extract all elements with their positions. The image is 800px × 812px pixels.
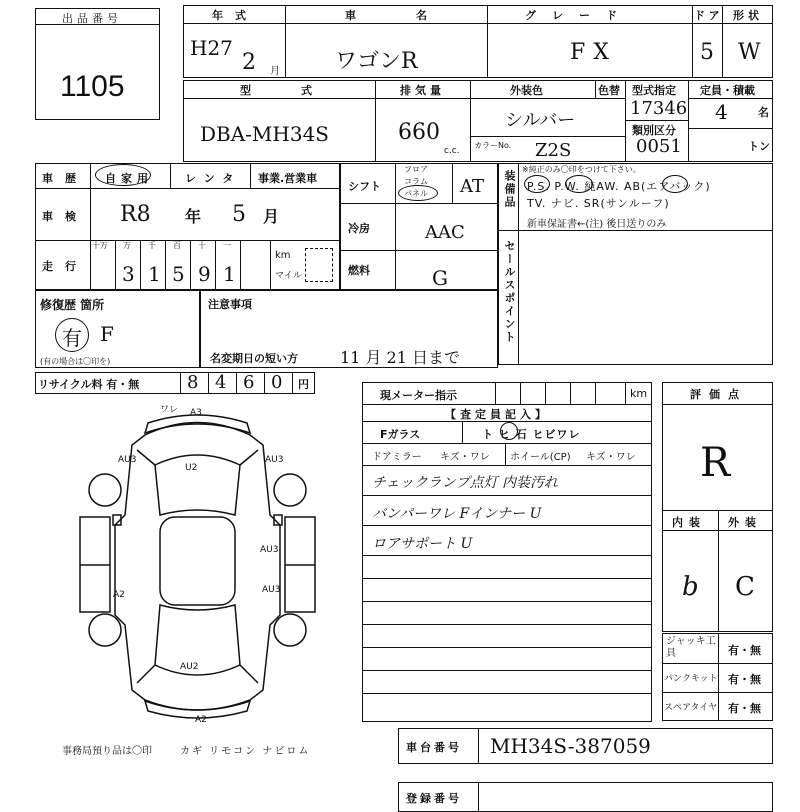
inspector-title: 【査定員記入】 [445, 408, 550, 421]
model-name-value: ワゴンR [335, 49, 418, 74]
mile-unit: マイル [275, 271, 302, 281]
fuel-value: G [432, 266, 448, 290]
repair-detail: F [100, 322, 114, 346]
type-spec-value: 17346 [630, 98, 688, 119]
shift-label: シフト [348, 180, 381, 193]
pw-circle [565, 175, 593, 193]
ab-circle [662, 175, 688, 193]
capacity-value: 4 [715, 100, 728, 124]
load-unit: トン [748, 140, 770, 153]
displacement-value: 660 [398, 120, 440, 145]
shift-panel-circle [398, 185, 438, 201]
inspection-month-unit: 月 [263, 207, 280, 226]
mileage-digit-2: 1 [148, 262, 161, 286]
type-value: DBA-MH34S [200, 122, 330, 146]
mileage-label: 走行 [42, 260, 88, 273]
shift-value: AT [460, 176, 485, 197]
mark-bottom: A2 [195, 715, 207, 725]
ac-label: 冷房 [348, 222, 370, 235]
door-label: ドア [694, 9, 724, 22]
recycle-digit-3: 0 [271, 372, 283, 393]
equipment-label: 装備品 [503, 170, 516, 209]
color-code-label: カラーNo. [474, 141, 512, 150]
color-value: シルバー [505, 110, 576, 131]
mark-right-front: AU3 [265, 455, 284, 465]
equipment-note: ※純正のみ〇印をつけて下さい。 [522, 165, 641, 174]
deadline-label: 名変期日の短い方 [210, 352, 298, 365]
jack-value: 有・無 [728, 644, 761, 657]
meter-unit: km [630, 387, 648, 400]
repair-note: (有の場合は〇印を) [40, 357, 111, 366]
mile-checkbox [305, 248, 333, 282]
inspection-era: R8 [120, 202, 151, 227]
mirror-label: ドアミラー [372, 452, 422, 463]
lot-number: 1105 [60, 70, 125, 103]
displacement-unit: c.c. [444, 146, 460, 156]
equipment-line2: TV. ナビ. SR(サンルーフ) [527, 197, 670, 210]
mileage-header-3: 百 [173, 241, 181, 250]
mileage-digit-3: 5 [172, 262, 185, 286]
meter-label: 現メーター指示 [380, 389, 457, 402]
exterior-value: C [735, 572, 755, 602]
type-spec-label: 型式指定 [632, 84, 676, 97]
recycle-label: リサイクル料 有・無 [38, 378, 140, 391]
body-label: 形状 [733, 9, 763, 22]
mark-roof: U2 [185, 463, 198, 473]
repair-has-circle [55, 318, 89, 352]
mileage-digit-1: 3 [122, 262, 135, 286]
spare-value: 有・無 [728, 702, 761, 715]
mileage-header-0: 十万 [92, 241, 108, 250]
class-label: 類別区分 [632, 124, 676, 137]
repaint-label: 色替 [598, 84, 620, 97]
mark-top2: A3 [190, 408, 202, 418]
capacity-unit: 名 [758, 106, 769, 119]
ps-circle [524, 175, 550, 193]
glass-label: Fガラス [380, 428, 421, 441]
history-rental: レンタ [185, 172, 242, 185]
inspection-month: 5 [232, 202, 246, 227]
equipment-line1: P.S. P.W. 純AW. AB(エアバック) [527, 180, 711, 193]
type-label: 型式 [240, 84, 362, 97]
chassis-label: 車台番号 [406, 741, 462, 754]
repair-label: 修復歴 箇所 [40, 298, 105, 312]
mark-left-front: AU3 [118, 455, 137, 465]
mirror-options: キズ・ワレ [440, 452, 490, 463]
recycle-unit: 円 [298, 378, 309, 391]
office-items: カギ リモコン ナビロム [180, 746, 311, 757]
car-diagram [75, 405, 320, 725]
mark-right-door: AU3 [260, 545, 279, 555]
class-value: 0051 [636, 136, 682, 157]
history-business: 事業.営業車 [258, 172, 318, 185]
grade-label: グレード [525, 9, 633, 22]
mark-rear: AU2 [180, 662, 199, 672]
inspector-note-1: バンパーワレ Fインナー U [372, 506, 542, 522]
registration-label: 登録番号 [406, 792, 462, 805]
interior-label: 内装 [672, 516, 706, 529]
puncture-label: パンクキット [664, 674, 718, 684]
color-label: 外装色 [510, 84, 543, 97]
km-unit: km [275, 250, 291, 261]
inspection-label: 車検 [42, 210, 88, 223]
mark-top1: ワレ [160, 405, 179, 415]
mileage-header-1: 万 [123, 241, 131, 250]
year-value: H27 [190, 36, 233, 60]
score-value: R [700, 440, 731, 486]
glass-options: ト ヒ 石 ヒビワレ [482, 428, 581, 441]
deadline-value: 11 月 21 日まで [340, 348, 460, 367]
office-note: 事務局預り品は〇印 [62, 746, 152, 757]
wheel-options: キズ・ワレ [586, 452, 636, 463]
recycle-digit-0: 8 [187, 372, 199, 393]
shift-panel: パネル [404, 189, 428, 198]
history-private: 自家用 [105, 172, 153, 185]
glass-circle [500, 422, 518, 440]
repair-has: 有 [62, 326, 82, 350]
mileage-header-2: 千 [148, 241, 156, 250]
mileage-digit-4: 9 [198, 262, 211, 286]
fuel-label: 燃料 [348, 264, 370, 277]
ac-value: AAC [425, 222, 465, 243]
mileage-digit-5: 1 [223, 262, 236, 286]
inspector-note-0: チェックランプ点灯 内装汚れ [372, 475, 559, 491]
model-name-label: 車名 [345, 9, 487, 22]
puncture-value: 有・無 [728, 673, 761, 686]
mileage-header-5: 一 [223, 241, 231, 250]
color-code-value: Z2S [535, 140, 572, 161]
recycle-digit-2: 6 [243, 372, 255, 393]
month-unit: 月 [270, 66, 280, 77]
lot-label: 出品番号 [62, 12, 122, 25]
capacity-label: 定員・積載 [700, 84, 755, 97]
notice-label: 注意事項 [208, 298, 252, 311]
chassis-value: MH34S-387059 [490, 734, 651, 758]
mark-left-side: A2 [113, 590, 125, 600]
mileage-header-4: 十 [198, 241, 206, 250]
body-value: W [738, 40, 761, 65]
inspection-year-unit: 年 [185, 207, 202, 226]
spare-label: スペアタイヤ [664, 703, 718, 713]
year-label: 年式 [212, 9, 258, 22]
shift-floor: フロア [404, 165, 428, 174]
equipment-warranty: 新車保証書←(注) 後日送りのみ [527, 219, 667, 230]
month-value: 2 [242, 50, 256, 75]
history-label: 車歴 [42, 172, 88, 185]
displacement-label: 排気量 [400, 84, 445, 97]
history-private-circle [95, 164, 151, 186]
jack-label: ジャッキ工具 [666, 636, 716, 659]
score-label: 評価点 [690, 388, 747, 401]
mark-right-rear: AU3 [262, 585, 281, 595]
wheel-label: ホイール(CP) [510, 452, 571, 463]
interior-value: b [682, 572, 699, 602]
door-value: 5 [700, 40, 714, 65]
sales-point-label: セールスポイント [503, 240, 516, 344]
inspector-note-2: ロアサポート U [372, 536, 473, 552]
shift-column: コラム [404, 177, 428, 186]
exterior-label: 外装 [728, 516, 762, 529]
grade-value: FX [570, 40, 617, 65]
recycle-digit-1: 4 [215, 372, 227, 393]
